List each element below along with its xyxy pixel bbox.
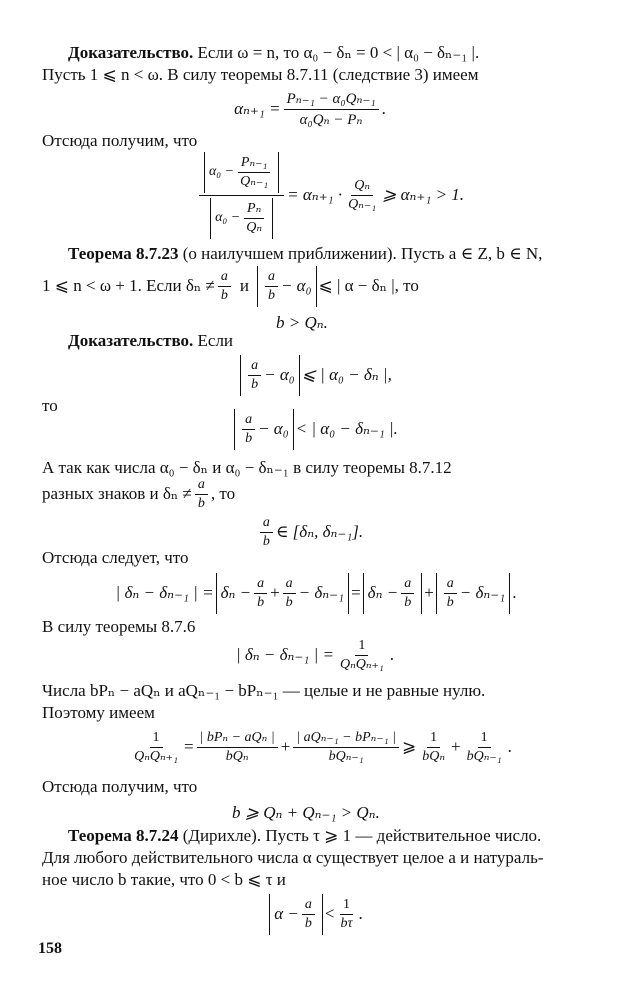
term: < bbox=[324, 904, 335, 923]
fraction-numerator: | bPₙ − aQₙ | bbox=[197, 729, 278, 748]
term: δₙ − bbox=[367, 583, 399, 602]
paragraph-line: Отсюда получим, что bbox=[42, 131, 198, 150]
fraction-denominator: b bbox=[220, 287, 228, 303]
term: α₀ − bbox=[215, 210, 241, 225]
abs-value bbox=[257, 266, 317, 307]
paragraph-line: Отсюда получим, что bbox=[42, 777, 198, 796]
fraction-denominator: b bbox=[267, 287, 275, 303]
fraction-numerator: a bbox=[444, 575, 457, 594]
fraction-numerator: Pₙ₋₁ − α₀Qₙ₋₁ bbox=[284, 89, 379, 110]
paragraph-text: , то bbox=[210, 484, 236, 503]
fraction-numerator: a bbox=[265, 268, 278, 287]
paragraph-line: Числа bPₙ − aQₙ и aQₙ₋₁ − bPₙ₋₁ — целые и не равные нулю. bbox=[42, 681, 486, 700]
period: . bbox=[507, 737, 512, 756]
abs-value bbox=[234, 409, 294, 450]
term: | δₙ − δₙ₋₁ | = bbox=[235, 645, 334, 664]
paragraph-line bbox=[42, 476, 235, 512]
fraction bbox=[401, 575, 414, 612]
term: − α₀ bbox=[264, 365, 295, 384]
fraction bbox=[464, 729, 505, 766]
fraction bbox=[444, 575, 457, 612]
fraction-numerator: a bbox=[242, 411, 255, 430]
fraction bbox=[283, 575, 296, 612]
fraction bbox=[302, 896, 315, 933]
term: ⩾ αₙ₊₁ > 1. bbox=[382, 185, 465, 204]
fraction-numerator: Qₙ bbox=[351, 177, 373, 196]
fraction-denominator: b bbox=[197, 495, 205, 511]
fraction-denominator: bτ bbox=[340, 915, 353, 931]
fraction bbox=[260, 514, 273, 551]
formula-lhs: αₙ₊₁ = bbox=[234, 99, 281, 118]
fraction-denominator: b bbox=[245, 430, 253, 446]
period: . bbox=[381, 99, 386, 118]
proof-intro-line bbox=[68, 42, 479, 64]
fraction bbox=[197, 729, 278, 766]
paragraph-line: ное число b такие, что 0 < b ⩽ τ и bbox=[42, 870, 286, 889]
fraction-denominator: α₀Qₙ − Pₙ bbox=[299, 111, 363, 128]
proof-text: Если bbox=[193, 331, 234, 350]
paragraph-text: разных знаков и δₙ ≠ bbox=[42, 484, 192, 503]
formula-abs-le bbox=[200, 352, 430, 398]
fraction bbox=[218, 268, 231, 305]
term: α₀ − bbox=[208, 164, 235, 179]
fraction bbox=[345, 177, 379, 214]
fraction-numerator: 1 bbox=[478, 729, 491, 748]
proof-heading: Доказательство. bbox=[68, 331, 194, 350]
term: ⩽ | α₀ − δₙ |, bbox=[301, 365, 392, 384]
term: + bbox=[424, 583, 434, 602]
theorem-8-7-23 bbox=[68, 243, 542, 265]
formula-delta-value bbox=[200, 632, 430, 678]
formula-delta-diff bbox=[38, 570, 594, 616]
term: − α₀ bbox=[280, 276, 312, 295]
term: α − bbox=[274, 904, 299, 923]
fraction bbox=[243, 200, 265, 237]
fraction-denominator: b bbox=[251, 376, 259, 392]
period: . bbox=[512, 583, 517, 602]
fraction-denominator: b bbox=[262, 533, 270, 549]
big-fraction bbox=[199, 152, 284, 239]
fraction-numerator: a bbox=[260, 514, 273, 533]
abs-value bbox=[204, 152, 279, 193]
fraction-numerator: a bbox=[218, 268, 231, 287]
fraction-numerator: a bbox=[302, 896, 315, 915]
fraction bbox=[242, 411, 255, 448]
condition-text: ⩽ | α − δₙ |, то bbox=[318, 276, 419, 295]
theorem-heading: Теорема 8.7.23 bbox=[68, 244, 179, 263]
fraction-denominator: Qₙ bbox=[246, 219, 263, 235]
fraction-numerator: 1 bbox=[340, 896, 353, 915]
big-fraction-numerator bbox=[199, 152, 284, 196]
fraction bbox=[237, 154, 271, 191]
fraction bbox=[248, 357, 261, 394]
fraction-numerator: a bbox=[283, 575, 296, 594]
theorem-condition-line bbox=[42, 266, 419, 306]
theorem-conclusion: b > Qₙ. bbox=[276, 313, 328, 332]
fraction bbox=[195, 476, 208, 513]
fraction-denominator: b bbox=[285, 594, 293, 610]
paragraph-line: Поэтому имеем bbox=[42, 703, 155, 722]
fraction-denominator: Qₙ₋₁ bbox=[240, 173, 269, 189]
paragraph-line: Пусть 1 ⩽ n < ω. В силу теоремы 8.7.11 (следствие 3) имеем bbox=[42, 65, 479, 84]
fraction-numerator: 1 bbox=[150, 729, 163, 748]
abs-value bbox=[216, 573, 350, 614]
term: + bbox=[280, 737, 291, 756]
fraction-denominator: b bbox=[404, 594, 412, 610]
term: | δₙ − δₙ₋₁ | = bbox=[115, 583, 214, 602]
fraction-denominator: bQₙ bbox=[225, 748, 249, 764]
fraction bbox=[284, 89, 379, 130]
proof-intro-text: Если ω = n, то α₀ − δₙ = 0 < | α₀ − δₙ₋₁ |. bbox=[193, 43, 480, 62]
term: + bbox=[270, 583, 280, 602]
fraction-numerator: a bbox=[195, 476, 208, 495]
fraction bbox=[419, 729, 448, 766]
theorem-text: (Дирихле). Пусть τ ⩾ 1 — действительное число. bbox=[178, 826, 542, 845]
proof-line bbox=[68, 330, 233, 352]
fraction-denominator: b bbox=[446, 594, 454, 610]
theorem-text: (о наилучшем приближении). Пусть a ∈ Z, b ∈ N, bbox=[178, 244, 543, 263]
term: = αₙ₊₁ · bbox=[287, 185, 343, 204]
term: − α₀ bbox=[258, 419, 289, 438]
fraction-denominator: bQₙ₋₁ bbox=[466, 748, 502, 764]
conjunction: и bbox=[239, 276, 249, 295]
term: = bbox=[351, 583, 361, 602]
fraction-denominator: b bbox=[257, 594, 265, 610]
big-fraction-denominator bbox=[205, 196, 278, 239]
fraction-numerator: | aQₙ₋₁ − bPₙ₋₁ | bbox=[293, 729, 399, 748]
paragraph-line: то bbox=[42, 396, 58, 415]
abs-value bbox=[210, 198, 273, 239]
fraction-numerator: a bbox=[254, 575, 267, 594]
fraction bbox=[337, 637, 387, 674]
condition-text: 1 ⩽ n < ω + 1. Если δₙ ≠ bbox=[42, 276, 215, 295]
paragraph-line: А так как числа α₀ − δₙ и α₀ − δₙ₋₁ в силу теоремы 8.7.12 bbox=[42, 458, 452, 477]
abs-value bbox=[436, 573, 510, 614]
formula-alpha-n1 bbox=[160, 84, 460, 134]
proof-heading: Доказательство. bbox=[68, 43, 194, 62]
formula-ratio bbox=[130, 150, 530, 240]
fraction-denominator: bQₙ₋₁ bbox=[328, 748, 364, 764]
theorem-heading: Теорема 8.7.24 bbox=[68, 826, 179, 845]
abs-value bbox=[240, 355, 300, 396]
term: δₙ − bbox=[220, 583, 252, 602]
formula-abs-lt bbox=[190, 406, 440, 452]
theorem-8-7-24 bbox=[68, 825, 541, 847]
formula-inequality bbox=[60, 722, 580, 772]
abs-value bbox=[269, 894, 323, 935]
fraction-numerator: 1 bbox=[427, 729, 440, 748]
term: − δₙ₋₁ bbox=[298, 583, 345, 602]
fraction bbox=[131, 729, 181, 766]
fraction bbox=[254, 575, 267, 612]
term: = bbox=[183, 737, 194, 756]
term: − δₙ₋₁ bbox=[459, 583, 506, 602]
fraction-denominator: bQₙ bbox=[422, 748, 445, 764]
fraction-numerator: a bbox=[248, 357, 261, 376]
paragraph-line: Отсюда следует, что bbox=[42, 548, 189, 567]
term: < | α₀ − δₙ₋₁ |. bbox=[295, 419, 398, 438]
fraction-numerator: Pₙ₋₁ bbox=[238, 154, 270, 173]
fraction-denominator: QₙQₙ₊₁ bbox=[134, 748, 178, 764]
formula-interval bbox=[210, 510, 410, 554]
page-number: 158 bbox=[38, 940, 62, 957]
term: + bbox=[451, 737, 461, 756]
fraction-denominator: QₙQₙ₊₁ bbox=[339, 656, 384, 672]
fraction-denominator: b bbox=[304, 915, 312, 931]
fraction-denominator: Qₙ₋₁ bbox=[348, 196, 377, 212]
formula-b-ge: b ⩾ Qₙ + Qₙ₋₁ > Qₙ. bbox=[232, 803, 380, 822]
paragraph-line: В силу теоремы 8.7.6 bbox=[42, 617, 196, 636]
fraction bbox=[265, 268, 278, 305]
fraction-numerator: a bbox=[401, 575, 414, 594]
abs-value bbox=[363, 573, 423, 614]
fraction-numerator: 1 bbox=[355, 637, 368, 656]
fraction-numerator: Pₙ bbox=[244, 200, 264, 219]
fraction bbox=[337, 896, 355, 933]
formula-dirichlet bbox=[230, 890, 400, 938]
term: ∈ [δₙ, δₙ₋₁]. bbox=[275, 522, 364, 541]
period: . bbox=[389, 645, 395, 664]
paragraph-line: Для любого действительного числа α существует целое a и натураль- bbox=[42, 848, 544, 867]
period: . bbox=[358, 904, 363, 923]
term: ⩾ bbox=[401, 737, 417, 756]
fraction bbox=[293, 729, 399, 766]
